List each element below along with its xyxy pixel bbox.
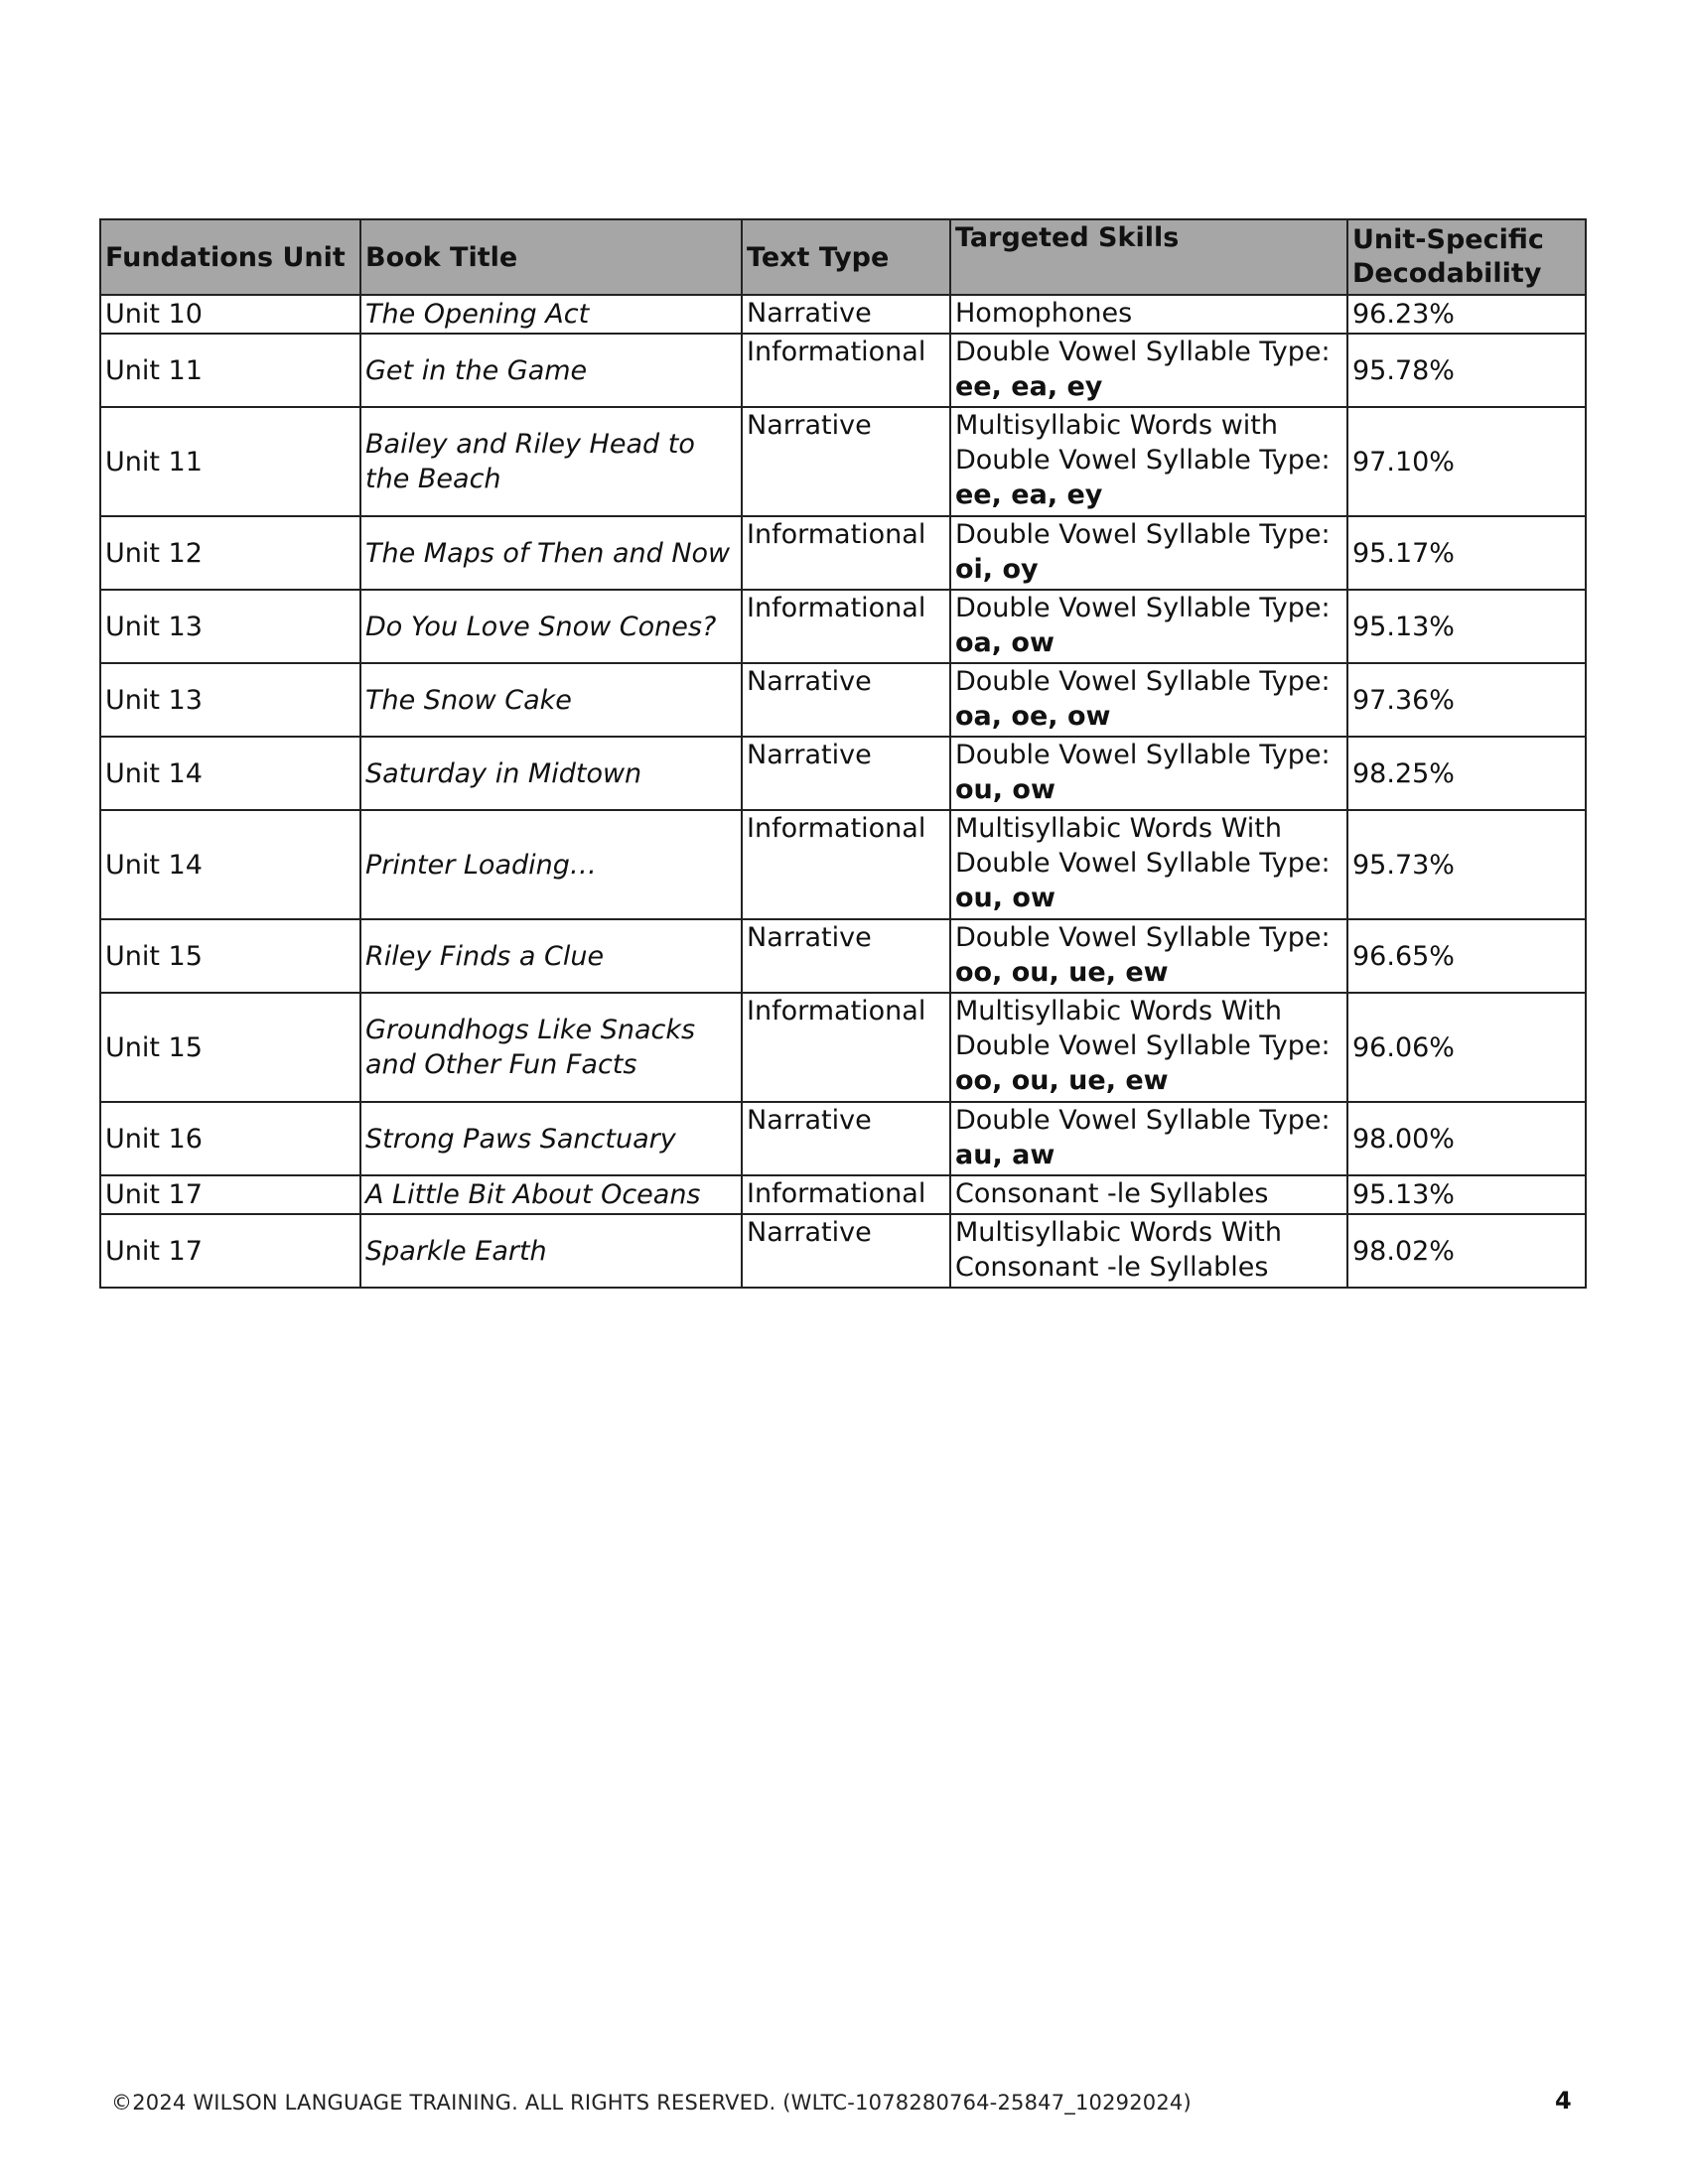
cell-unit: Unit 10 <box>100 295 360 334</box>
cell-targeted-skills <box>950 993 1347 1102</box>
cell-decodability: 96.06% <box>1347 993 1586 1102</box>
skills-text: Homophones <box>955 298 1133 329</box>
cell-book-title: Get in the Game <box>360 334 742 407</box>
cell-targeted-skills <box>950 919 1347 993</box>
cell-text-type: Narrative <box>742 295 950 334</box>
cell-book-title: Sparkle Earth <box>360 1214 742 1288</box>
cell-text-type: Informational <box>742 810 950 919</box>
table-row <box>100 295 1586 334</box>
cell-decodability: 98.25% <box>1347 737 1586 810</box>
skills-patterns: oo, ou, ue, ew <box>955 1065 1169 1096</box>
skills-patterns: ee, ea, ey <box>955 479 1103 510</box>
cell-book-title: Groundhogs Like Snacks and Other Fun Facts <box>360 993 742 1102</box>
cell-decodability: 95.13% <box>1347 1175 1586 1214</box>
cell-text-type: Narrative <box>742 737 950 810</box>
cell-decodability: 95.78% <box>1347 334 1586 407</box>
skills-patterns: ou, ow <box>955 774 1055 805</box>
skills-text: Double Vowel Syllable Type: <box>955 593 1331 623</box>
cell-decodability: 97.10% <box>1347 407 1586 516</box>
cell-unit: Unit 14 <box>100 810 360 919</box>
cell-text-type: Narrative <box>742 919 950 993</box>
cell-text-type: Narrative <box>742 1102 950 1175</box>
skills-text: Double Vowel Syllable Type: <box>955 666 1331 697</box>
skills-text: Multisyllabic Words with Double Vowel Syllable Type: <box>955 410 1331 476</box>
cell-book-title: Printer Loading… <box>360 810 742 919</box>
footer-copyright: ©2024 WILSON LANGUAGE TRAINING. ALL RIGHTS RESERVED. (WLTC-1078280764-25847_10292024) <box>111 2091 1192 2115</box>
skills-text: Multisyllabic Words With Double Vowel Syllable Type: <box>955 996 1331 1061</box>
cell-text-type: Informational <box>742 516 950 590</box>
skills-patterns: oa, ow <box>955 627 1055 658</box>
cell-targeted-skills <box>950 1102 1347 1175</box>
page-number: 4 <box>1555 2087 1572 2115</box>
cell-decodability: 98.00% <box>1347 1102 1586 1175</box>
skills-text: Double Vowel Syllable Type: <box>955 1105 1331 1136</box>
cell-text-type: Narrative <box>742 407 950 516</box>
cell-decodability: 95.17% <box>1347 516 1586 590</box>
cell-decodability: 96.65% <box>1347 919 1586 993</box>
units-table <box>99 218 1587 1289</box>
cell-decodability: 98.02% <box>1347 1214 1586 1288</box>
cell-book-title: Do You Love Snow Cones? <box>360 590 742 663</box>
skills-text: Double Vowel Syllable Type: <box>955 519 1331 550</box>
skills-text: Multisyllabic Words With Double Vowel Syllable Type: <box>955 813 1331 879</box>
cell-text-type: Narrative <box>742 1214 950 1288</box>
skills-patterns: ee, ea, ey <box>955 371 1103 402</box>
cell-unit: Unit 11 <box>100 407 360 516</box>
table-row <box>100 516 1586 590</box>
cell-book-title: Strong Paws Sanctuary <box>360 1102 742 1175</box>
skills-patterns: oi, oy <box>955 554 1039 585</box>
cell-unit: Unit 13 <box>100 590 360 663</box>
cell-unit: Unit 15 <box>100 919 360 993</box>
header-decodability: Unit-Specific Decodability <box>1347 219 1586 295</box>
cell-targeted-skills <box>950 1175 1347 1214</box>
cell-decodability: 97.36% <box>1347 663 1586 737</box>
cell-text-type: Informational <box>742 334 950 407</box>
skills-patterns: oa, oe, ow <box>955 701 1111 732</box>
cell-unit: Unit 14 <box>100 737 360 810</box>
cell-targeted-skills <box>950 810 1347 919</box>
skills-patterns: ou, ow <box>955 883 1055 913</box>
table-row <box>100 919 1586 993</box>
cell-text-type: Informational <box>742 1175 950 1214</box>
table-row <box>100 810 1586 919</box>
cell-decodability: 95.13% <box>1347 590 1586 663</box>
header-fundations-unit: Fundations Unit <box>100 219 360 295</box>
cell-unit: Unit 17 <box>100 1175 360 1214</box>
cell-text-type: Informational <box>742 993 950 1102</box>
cell-targeted-skills <box>950 295 1347 334</box>
cell-unit: Unit 16 <box>100 1102 360 1175</box>
cell-targeted-skills <box>950 407 1347 516</box>
cell-unit: Unit 11 <box>100 334 360 407</box>
cell-unit: Unit 12 <box>100 516 360 590</box>
cell-text-type: Narrative <box>742 663 950 737</box>
cell-decodability: 96.23% <box>1347 295 1586 334</box>
skills-text: Double Vowel Syllable Type: <box>955 922 1331 953</box>
skills-text: Double Vowel Syllable Type: <box>955 740 1331 770</box>
cell-book-title: Bailey and Riley Head to the Beach <box>360 407 742 516</box>
cell-book-title: A Little Bit About Oceans <box>360 1175 742 1214</box>
skills-text: Double Vowel Syllable Type: <box>955 337 1331 367</box>
table-header-row <box>100 219 1586 295</box>
table-row <box>100 590 1586 663</box>
cell-targeted-skills <box>950 334 1347 407</box>
cell-book-title: The Maps of Then and Now <box>360 516 742 590</box>
table-row <box>100 1175 1586 1214</box>
cell-targeted-skills <box>950 1214 1347 1288</box>
cell-book-title: Saturday in Midtown <box>360 737 742 810</box>
table-row <box>100 334 1586 407</box>
table-row <box>100 407 1586 516</box>
table-row <box>100 737 1586 810</box>
cell-decodability: 95.73% <box>1347 810 1586 919</box>
cell-unit: Unit 15 <box>100 993 360 1102</box>
cell-targeted-skills <box>950 590 1347 663</box>
skills-text: Consonant -le Syllables <box>955 1178 1269 1209</box>
table-row <box>100 993 1586 1102</box>
header-text-type: Text Type <box>742 219 950 295</box>
cell-book-title: Riley Finds a Clue <box>360 919 742 993</box>
cell-book-title: The Snow Cake <box>360 663 742 737</box>
cell-targeted-skills <box>950 516 1347 590</box>
cell-unit: Unit 17 <box>100 1214 360 1288</box>
table-row <box>100 1214 1586 1288</box>
header-book-title: Book Title <box>360 219 742 295</box>
cell-targeted-skills <box>950 737 1347 810</box>
skills-patterns: oo, ou, ue, ew <box>955 957 1169 988</box>
cell-targeted-skills <box>950 663 1347 737</box>
cell-unit: Unit 13 <box>100 663 360 737</box>
skills-text: Multisyllabic Words With Consonant -le Syllables <box>955 1217 1283 1283</box>
cell-book-title: The Opening Act <box>360 295 742 334</box>
header-targeted-skills: Targeted Skills <box>950 219 1347 295</box>
table-row <box>100 663 1586 737</box>
skills-patterns: au, aw <box>955 1140 1055 1170</box>
table-row <box>100 1102 1586 1175</box>
cell-text-type: Informational <box>742 590 950 663</box>
